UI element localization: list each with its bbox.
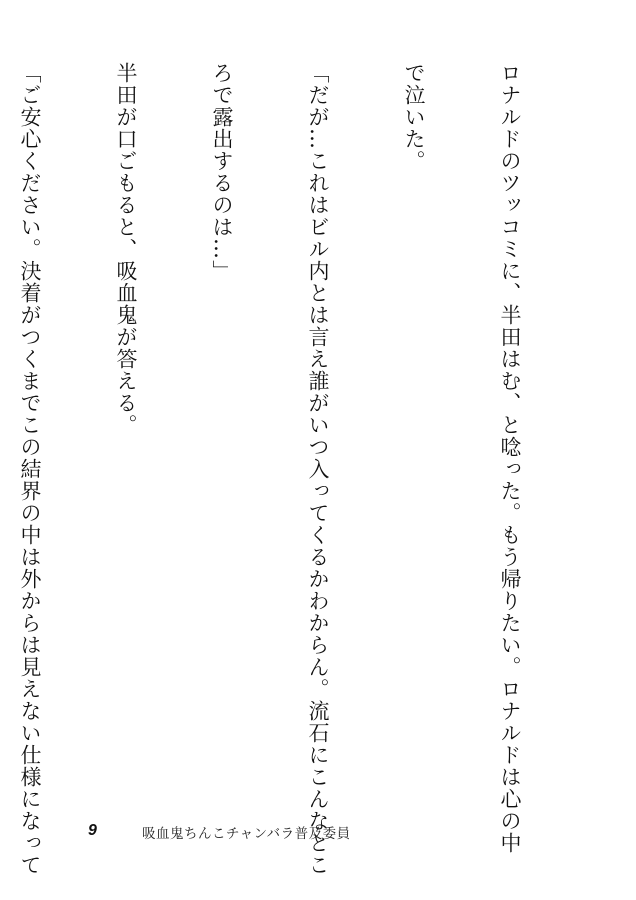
page-number: 9: [88, 822, 97, 839]
page-footer: [0, 822, 636, 852]
text-line: で泣いた。: [402, 62, 426, 172]
text-line: ロナルドのツッコミに、半田はむ、と唸った。もう帰りたい。ロナルドは心の中: [498, 62, 522, 854]
text-line: 「だが…これはビル内とは言え誰がいつ入ってくるかわからん。流石にこんなとこ: [306, 62, 330, 876]
text-line: ろで露出するのは…」: [210, 62, 234, 282]
text-line: 「ご安心ください。決着がつくまでこの結界の中は外からは見えない仕様になって: [18, 62, 42, 876]
running-title: 吸血鬼ちんこチャンバラ普及委員: [142, 826, 351, 842]
text-line: 半田が口ごもると、吸血鬼が答える。: [114, 62, 138, 436]
